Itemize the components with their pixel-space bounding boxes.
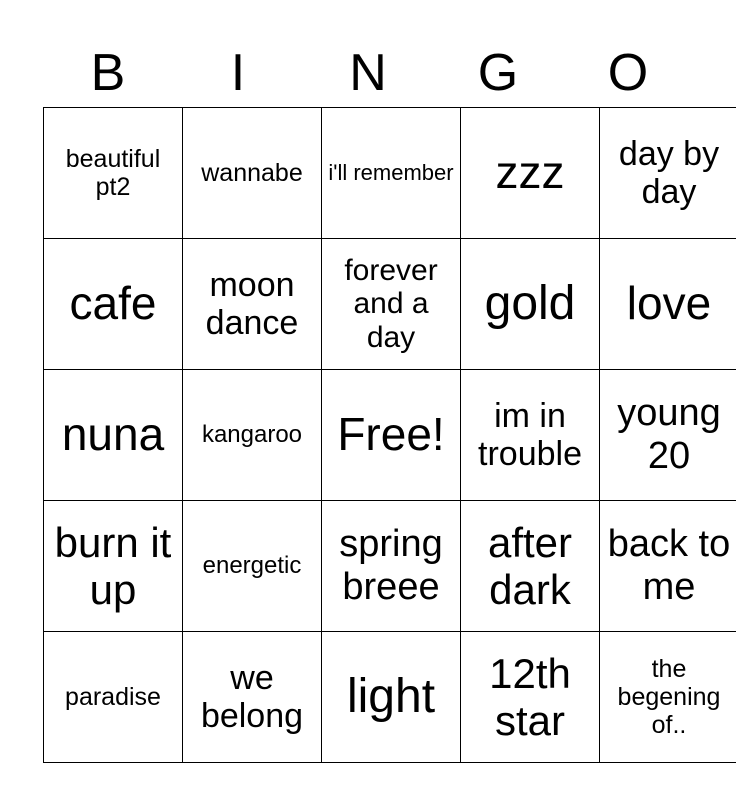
bingo-cell[interactable]: nuna (44, 370, 183, 501)
header-letter-g: G (477, 44, 519, 102)
bingo-cell[interactable]: day by day (600, 108, 736, 239)
bingo-cell[interactable]: the begening of.. (600, 632, 736, 763)
bingo-row (44, 501, 736, 632)
bingo-cell[interactable]: love (600, 239, 736, 370)
bingo-cell[interactable]: energetic (183, 501, 322, 632)
bingo-cell[interactable]: forever and a day (322, 239, 461, 370)
header-letter-n: N (349, 44, 387, 102)
bingo-cell[interactable]: paradise (44, 632, 183, 763)
bingo-cell[interactable]: im in trouble (461, 370, 600, 501)
bingo-row (44, 632, 736, 763)
bingo-row (44, 370, 736, 501)
bingo-cell[interactable]: moon dance (183, 239, 322, 370)
bingo-cell[interactable]: kangaroo (183, 370, 322, 501)
bingo-cell[interactable]: back to me (600, 501, 736, 632)
bingo-row (44, 108, 736, 239)
bingo-cell[interactable]: spring breee (322, 501, 461, 632)
bingo-cell[interactable]: young 20 (600, 370, 736, 501)
bingo-cell[interactable]: burn it up (44, 501, 183, 632)
bingo-card (43, 107, 736, 763)
bingo-cell[interactable]: 12th star (461, 632, 600, 763)
header-letter-b: B (90, 44, 126, 102)
bingo-cell[interactable]: gold (461, 239, 600, 370)
bingo-cell free-space[interactable]: Free! (322, 370, 461, 501)
bingo-cell[interactable]: beautiful pt2 (44, 108, 183, 239)
bingo-row (44, 239, 736, 370)
bingo-cell[interactable]: zzz (461, 108, 600, 239)
header-letter-i: I (230, 44, 246, 102)
bingo-cell[interactable]: after dark (461, 501, 600, 632)
bingo-cell[interactable]: light (322, 632, 461, 763)
bingo-cell[interactable]: i'll remember (322, 108, 461, 239)
bingo-cell[interactable]: wannabe (183, 108, 322, 239)
header-letter-o: O (607, 44, 649, 102)
bingo-cell[interactable]: cafe (44, 239, 183, 370)
bingo-header (43, 40, 693, 106)
bingo-cell[interactable]: we belong (183, 632, 322, 763)
